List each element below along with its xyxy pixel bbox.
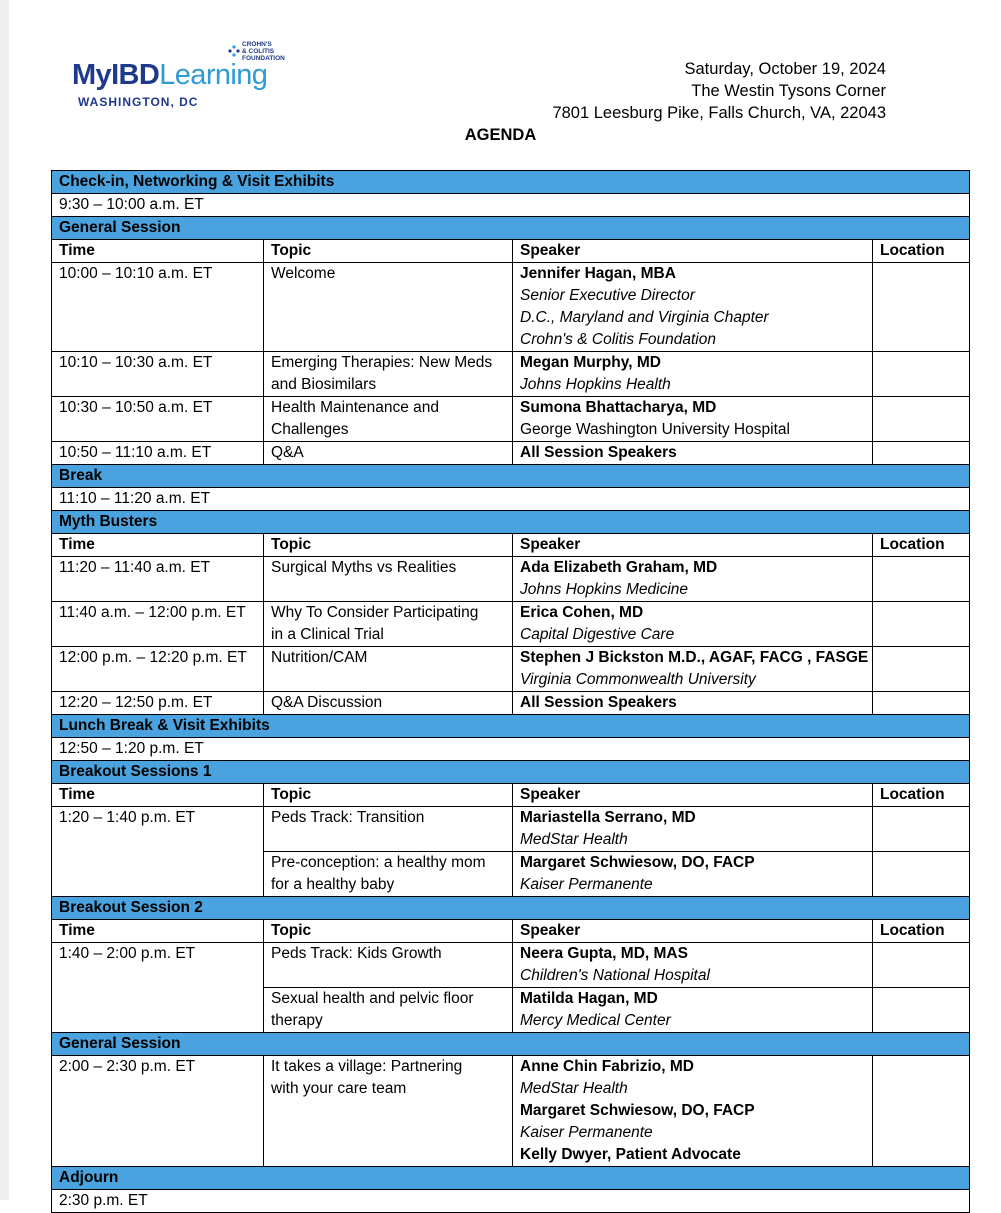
page-title: AGENDA [464,126,537,144]
table-row: 1:20 – 1:40 p.m. ET Peds Track: Transition Mariastella Serrano, MD MedStar Health [52,807,970,852]
section-checkin: Check-in, Networking & Visit Exhibits [52,171,970,194]
column-headers: Time Topic Speaker Location [52,240,970,263]
section-myth-busters: Myth Busters [52,511,970,534]
logo-wordmark: MyIBDLearning [72,59,268,91]
table-row: 1:40 – 2:00 p.m. ET Peds Track: Kids Growth Neera Gupta, MD, MAS Children's National Hospital [52,943,970,988]
myibdlearning-logo [72,41,285,112]
section-breakout-2: Breakout Session 2 [52,897,970,920]
table-row: 9:30 – 10:00 a.m. ET [52,194,970,217]
foundation-mark-icon [228,45,240,57]
foundation-text: CROHN'S & COLITIS FOUNDATION [242,41,285,62]
section-general-session: General Session [52,217,970,240]
table-row: 11:20 – 11:40 a.m. ET Surgical Myths vs Realities Ada Elizabeth Graham, MD Johns Hopkins Medicine [52,557,970,602]
column-headers: Time Topic Speaker Location [52,784,970,807]
table-row: 2:00 – 2:30 p.m. ET It takes a village: Partnering with your care team Anne Chin Fabrizio, MD MedStar Health Margaret Schwiesow, DO, FACP Kaiser Permanente Kelly Dwyer, Patient Advocate [52,1056,970,1167]
table-row: 10:10 – 10:30 a.m. ET Emerging Therapies: New Meds and Biosimilars Megan Murphy, MD Johns Hopkins Health [52,352,970,397]
table-row: 12:00 p.m. – 12:20 p.m. ET Nutrition/CAM Stephen J Bickston M.D., AGAF, FACG , FASGE Virginia Commonwealth University [52,647,970,692]
table-row: 10:50 – 11:10 a.m. ET Q&A All Session Speakers [52,442,970,465]
logo-city: WASHINGTON, DC [78,95,199,109]
column-headers: Time Topic Speaker Location [52,534,970,557]
event-details [552,58,886,124]
table-row: 2:30 p.m. ET [52,1190,970,1213]
section-adjourn: Adjourn [52,1167,970,1190]
page-edge [0,0,9,1200]
section-general-session-2: General Session [52,1033,970,1056]
table-row: 12:50 – 1:20 p.m. ET [52,738,970,761]
table-row: 10:00 – 10:10 a.m. ET Welcome Jennifer Hagan, MBA Senior Executive Director D.C., Maryland and Virginia Chapter Crohn's & Colitis Foundation [52,263,970,352]
table-row: 11:10 – 11:20 a.m. ET [52,488,970,511]
table-row: 12:20 – 12:50 p.m. ET Q&A Discussion All Session Speakers [52,692,970,715]
agenda-table [51,170,970,1213]
event-address: 7801 Leesburg Pike, Falls Church, VA, 22043 [552,104,886,122]
table-row: Sexual health and pelvic floor therapy Matilda Hagan, MD Mercy Medical Center [52,988,970,1033]
event-venue: The Westin Tysons Corner [691,82,886,100]
section-lunch: Lunch Break & Visit Exhibits [52,715,970,738]
table-row: Pre-conception: a healthy mom for a healthy baby Margaret Schwiesow, DO, FACP Kaiser Permanente [52,852,970,897]
table-row: 11:40 a.m. – 12:00 p.m. ET Why To Consider Participating in a Clinical Trial Erica Cohen, MD Capital Digestive Care [52,602,970,647]
table-row: 10:30 – 10:50 a.m. ET Health Maintenance and Challenges Sumona Bhattacharya, MD George Washington University Hospital [52,397,970,442]
event-date: Saturday, October 19, 2024 [684,60,886,78]
column-headers: Time Topic Speaker Location [52,920,970,943]
section-breakout-1: Breakout Sessions 1 [52,761,970,784]
section-break: Break [52,465,970,488]
